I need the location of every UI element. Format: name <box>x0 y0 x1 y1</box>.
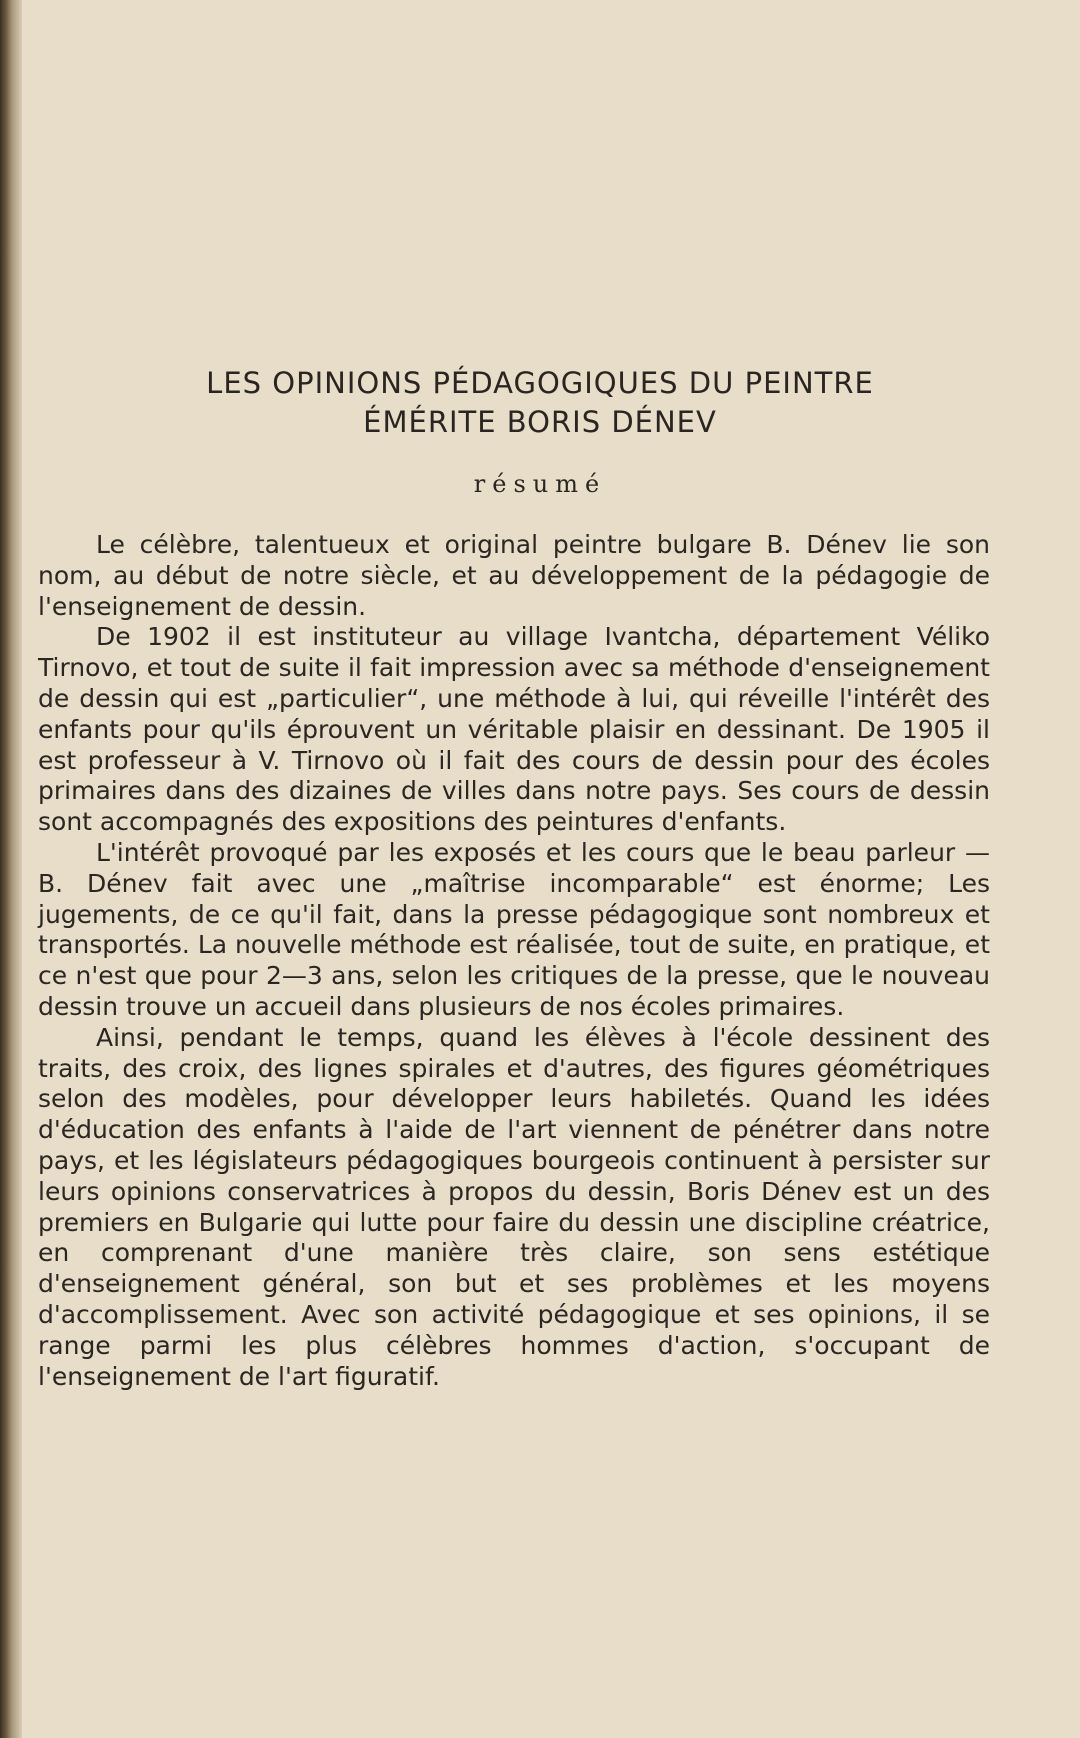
paragraph-1: Le célèbre, talentueux et original peintre bulgare B. Dénev lie son nom, au début de notre siècle, et au développement de la pédagogie de l'enseignement de dessin. <box>38 530 990 621</box>
paragraph-3: L'intérêt provoqué par les exposés et les cours que le beau parleur — B. Dénev fait avec une „maîtrise incomparable“ est énorme; Les jugements, de ce qu'il fait, dans la presse pédagogique sont nombreux et transportés. La nouvelle méthode est réalisée, tout de suite, en pratique, et ce n'est que pour 2—3 ans, selon les critiques de la presse, que le nouveau dessin trouve un accueil dans plusieurs de nos écoles primaires. <box>38 837 990 1021</box>
title-line-1: LES OPINIONS PÉDAGOGIQUES DU PEINTRE <box>206 366 874 400</box>
paragraph-4: Ainsi, pendant le temps, quand les élèves à l'école dessinent des traits, des croix, des lignes spirales et d'autres, des figures géométriques selon des modèles, pour développer leurs habiletés. Quand les idées d'éducation des enfants à l'aide de l'art viennent de pénétrer dans notre pays, et les législateurs pédagogiques bourgeois continuent à persister sur leurs opinions conservatrices à propos du dessin, Boris Dénev est un des premiers en Bulgarie qui lutte pour faire du dessin une discipline créatrice, en comprenant d'une manière très claire, son sens estétique d'enseignement général, son but et ses problèmes et les moyens d'accomplissement. Avec son activité pédagogique et ses opinions, il se range parmi les plus célèbres hommes d'action, s'occupant de l'enseignement de l'art figuratif. <box>38 1022 990 1391</box>
title-line-2: ÉMÉRITE BORIS DÉNEV <box>363 405 717 439</box>
subtitle-resume: résumé <box>473 470 607 498</box>
book-spine-shadow <box>0 0 22 1738</box>
resume-body <box>38 530 990 1392</box>
paragraph-2: De 1902 il est instituteur au village Ivantcha, département Véliko Tirnovo, et tout de suite il fait impression avec sa méthode d'enseignement de dessin qui est „particulier“, une méthode à lui, qui réveille l'intérêt des enfants pour qu'ils éprouvent un véritable plaisir en dessinant. De 1905 il est professeur à V. Tirnovo où il fait des cours de dessin pour des écoles primaires dans des dizaines de villes dans notre pays. Ses cours de dessin sont accompagnés des expositions des peintures d'enfants. <box>38 622 990 837</box>
